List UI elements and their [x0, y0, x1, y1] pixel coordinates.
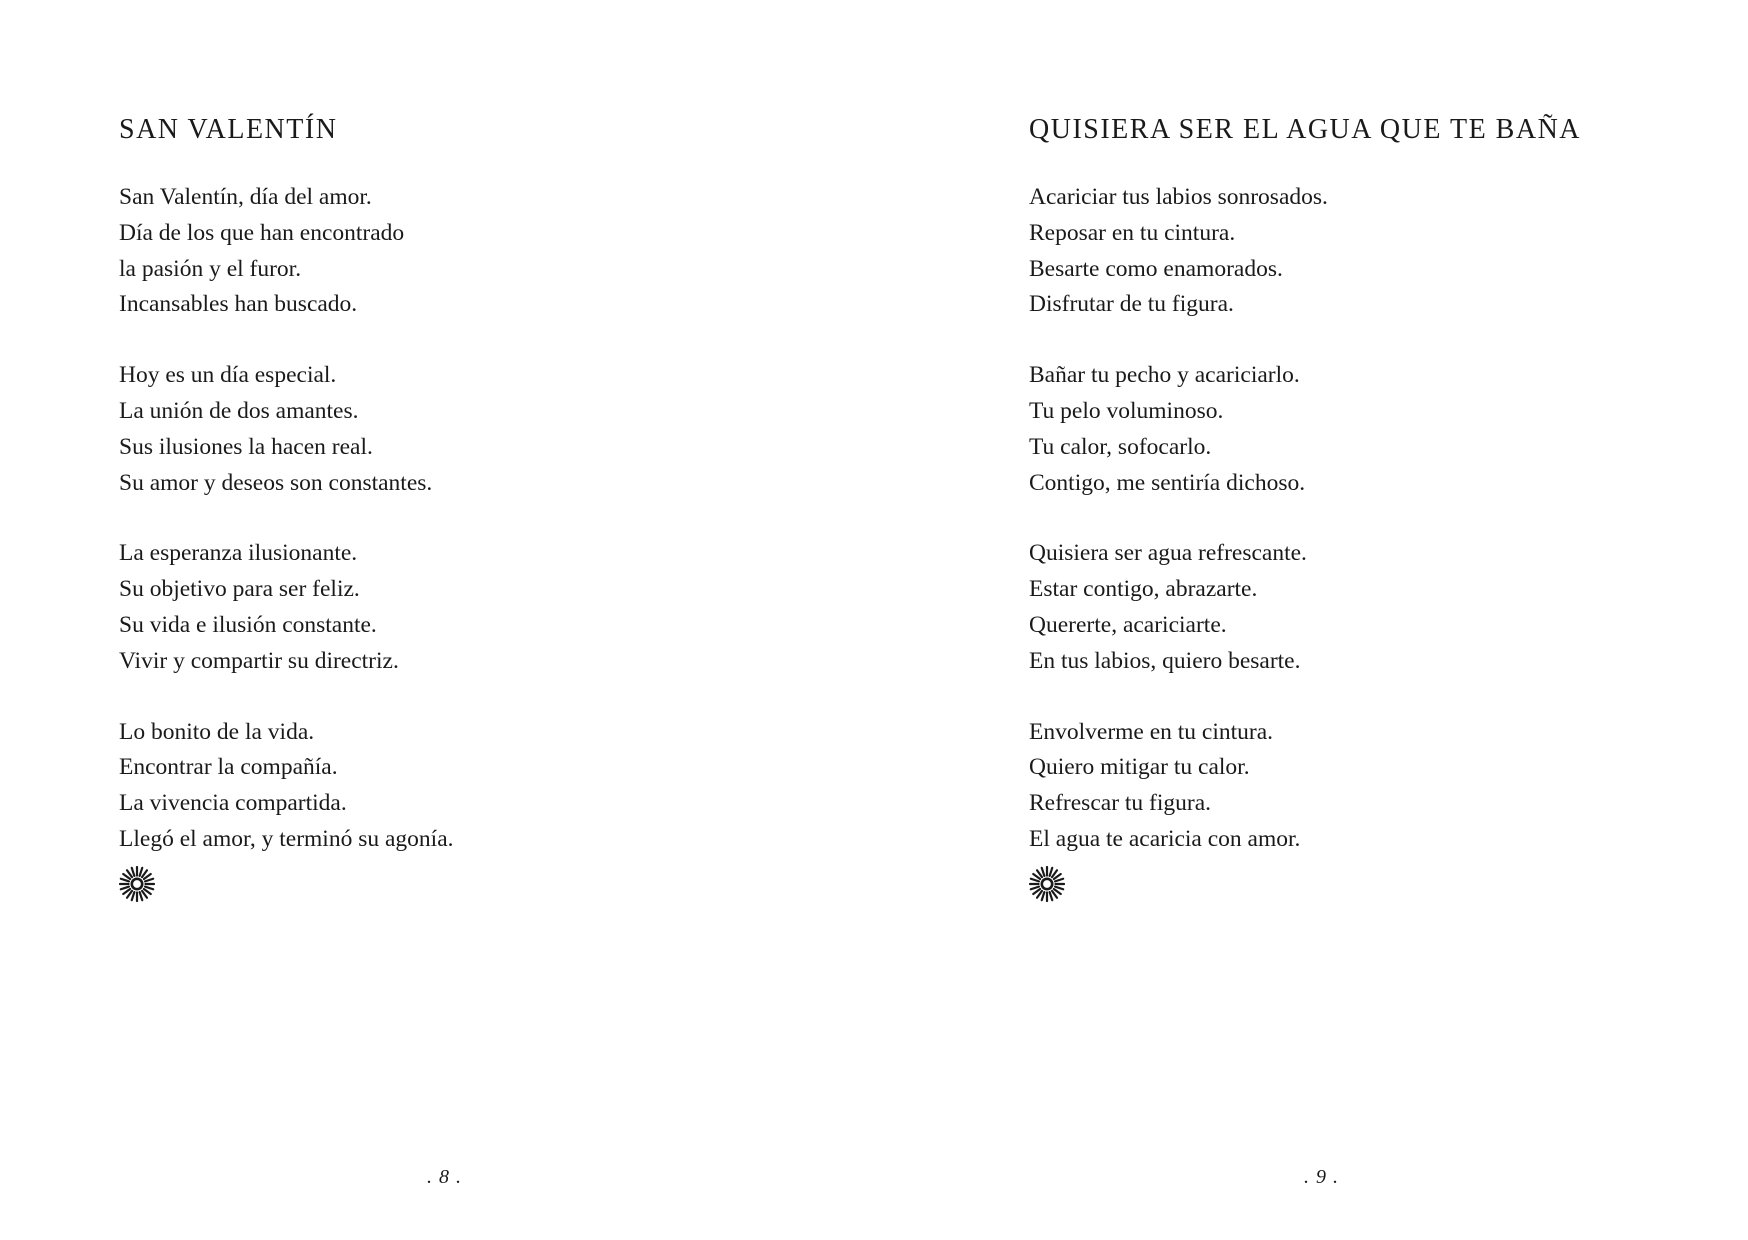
verse-line: Tu calor, sofocarlo.	[1029, 433, 1212, 460]
verse-line: El agua te acaricia con amor.	[1029, 825, 1301, 852]
verse-line: Su objetivo para ser feliz.	[119, 576, 360, 603]
verse-line: Llegó el amor, y terminó su agonía.	[119, 825, 454, 852]
stanza	[119, 536, 759, 679]
verse-line: Día de los que han encontrado	[119, 219, 405, 246]
sunburst-ornament-icon	[1029, 866, 1065, 902]
verse-line: La esperanza ilusionante.	[119, 540, 358, 567]
stanza	[1029, 180, 1669, 323]
verse-line: la pasión y el furor.	[119, 255, 302, 282]
verse-line: Bañar tu pecho y acariciarlo.	[1029, 362, 1300, 389]
verse-line: Envolverme en tu cintura.	[1029, 718, 1274, 745]
verse-line: Su amor y deseos son constantes.	[119, 469, 433, 496]
verse-line: Incansables han buscado.	[119, 291, 358, 318]
verse-line: Tu pelo voluminoso.	[1029, 397, 1224, 424]
verse-line: Estar contigo, abrazarte.	[1029, 576, 1258, 603]
stanza	[1029, 715, 1669, 858]
poem-title: SAN VALENTÍN	[119, 114, 338, 145]
poem-title: QUISIERA SER EL AGUA QUE TE BAÑA	[1029, 114, 1582, 145]
verse-line: San Valentín, día del amor.	[119, 184, 372, 210]
verse-line: Sus ilusiones la hacen real.	[119, 433, 373, 460]
verse-line: Besarte como enamorados.	[1029, 255, 1283, 282]
verse-line: Quererte, acariciarte.	[1029, 611, 1227, 638]
verse-line: Contigo, me sentiría dichoso.	[1029, 469, 1306, 496]
verse-line: Lo bonito de la vida.	[119, 718, 315, 745]
stanza	[119, 715, 759, 858]
right-page	[874, 0, 1748, 1240]
verse-line: En tus labios, quiero besarte.	[1029, 647, 1301, 674]
verse-line: La unión de dos amantes.	[119, 397, 359, 424]
verse-line: Quiero mitigar tu calor.	[1029, 754, 1250, 781]
page-number: . 9 .	[1304, 1166, 1339, 1188]
verse-line: Su vida e ilusión constante.	[119, 611, 377, 638]
verse-line: Acariciar tus labios sonrosados.	[1029, 184, 1328, 210]
verse-line: Quisiera ser agua refrescante.	[1029, 540, 1307, 567]
stanza	[1029, 536, 1669, 679]
poem-quisiera-ser-el-agua	[1029, 110, 1669, 902]
stanza	[119, 358, 759, 501]
verse-line: Refrescar tu figura.	[1029, 790, 1212, 817]
verse-line: Reposar en tu cintura.	[1029, 219, 1236, 246]
verse-line: La vivencia compartida.	[119, 790, 347, 817]
poem-san-valentin	[119, 110, 759, 902]
verse-line: Encontrar la compañía.	[119, 754, 338, 781]
page-number: . 8 .	[427, 1166, 462, 1188]
verse-line: Disfrutar de tu figura.	[1029, 291, 1234, 318]
verse-line: Vivir y compartir su directriz.	[119, 647, 399, 674]
stanza	[1029, 358, 1669, 501]
stanza	[119, 180, 759, 323]
verse-line: Hoy es un día especial.	[119, 362, 337, 389]
sunburst-ornament-icon	[119, 866, 155, 902]
